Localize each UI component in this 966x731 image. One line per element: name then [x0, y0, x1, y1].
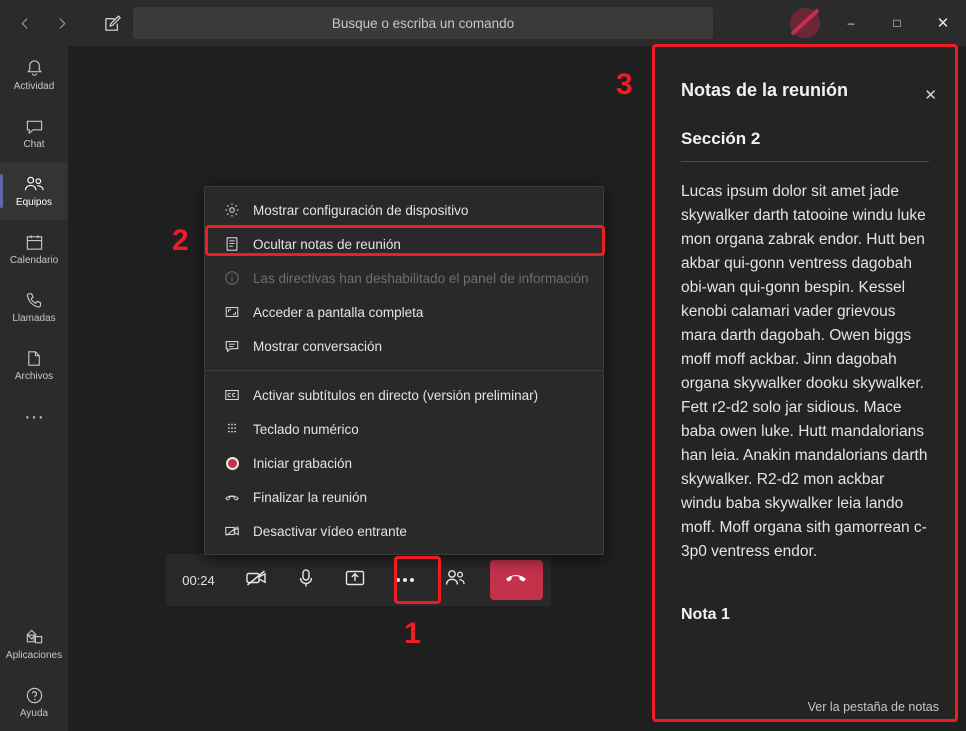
camera-toggle-button[interactable] — [231, 554, 281, 606]
sidebar-item-label: Equipos — [15, 197, 53, 208]
search-input[interactable] — [133, 7, 713, 39]
close-button[interactable]: ✕ — [936, 15, 950, 32]
teams-icon — [24, 173, 45, 195]
menu-item-show-conversation[interactable] — [205, 329, 603, 363]
menu-item-label: Ocultar notas de reunión — [253, 236, 401, 252]
participants-button[interactable] — [430, 554, 480, 606]
share-screen-icon — [343, 566, 367, 595]
menu-item-end-meeting[interactable] — [205, 480, 603, 514]
incoming-video-icon — [223, 522, 241, 540]
menu-item-label: Desactivar vídeo entrante — [253, 523, 407, 539]
menu-item-fullscreen[interactable] — [205, 295, 603, 329]
apps-icon — [25, 626, 44, 648]
app-rail — [0, 46, 68, 731]
sidebar-item-archivos[interactable] — [0, 336, 68, 394]
camera-off-icon — [244, 566, 268, 595]
menu-separator — [205, 370, 603, 371]
sidebar-item-label: Chat — [23, 139, 45, 150]
conversation-icon — [223, 337, 241, 355]
hide-meeting-notes-menu-item[interactable] — [205, 227, 603, 261]
bell-icon — [25, 57, 44, 79]
fullscreen-icon — [223, 303, 241, 321]
info-icon — [223, 269, 241, 287]
more-options-icon — [394, 571, 416, 589]
end-meeting-icon — [223, 488, 241, 506]
more-options-menu — [204, 186, 604, 555]
sidebar-item-label: Calendario — [9, 255, 59, 266]
back-icon[interactable] — [10, 8, 40, 38]
close-icon[interactable]: ✕ — [924, 87, 937, 104]
annotation-number-1: 1 — [404, 617, 421, 650]
chat-icon — [25, 115, 44, 137]
more-options-button[interactable] — [380, 554, 430, 606]
maximize-button[interactable]: □ — [893, 16, 901, 30]
captions-icon — [223, 386, 241, 404]
title-bar — [0, 0, 966, 46]
annotation-number-2: 2 — [172, 224, 189, 257]
menu-item-label: Las directivas han deshabilitado el panel de información — [253, 270, 589, 286]
participants-icon — [443, 567, 467, 594]
sidebar-item-label: Aplicaciones — [5, 650, 63, 661]
help-icon — [25, 684, 44, 706]
sidebar-item-llamadas[interactable] — [0, 278, 68, 336]
phone-icon — [25, 289, 44, 311]
sidebar-item-ayuda[interactable] — [0, 673, 68, 731]
microphone-toggle-button[interactable] — [281, 554, 331, 606]
sidebar-item-aplicaciones[interactable] — [0, 615, 68, 673]
menu-item-turn-off-incoming-video[interactable] — [205, 514, 603, 548]
meeting-notes-panel — [655, 46, 955, 720]
share-screen-button[interactable] — [330, 554, 380, 606]
notes-note-heading: Nota 1 — [681, 606, 730, 623]
avatar-initials — [790, 8, 820, 38]
notes-icon — [223, 235, 241, 253]
menu-item-label: Teclado numérico — [253, 421, 359, 437]
microphone-icon — [295, 567, 317, 594]
sidebar-item-calendario[interactable] — [0, 220, 68, 278]
record-icon — [223, 454, 241, 472]
notes-panel-title: Notas de la reunión — [681, 80, 849, 100]
call-timer: 00:24 — [182, 572, 215, 588]
menu-item-live-captions[interactable] — [205, 378, 603, 412]
menu-item-start-recording[interactable] — [205, 446, 603, 480]
notes-body-text[interactable]: Lucas ipsum dolor sit amet jade skywalker darth tatooine windu luke mon organa zabrak endor. Hutt ben akbar qui-gonn ventress dagobah obi-wan qui-gonn bespin. Kessel kenobi calamari vader grievous mara darth dagobah. Owen biggs moff moff ackbar. Jinn dagobah organa skywalker dooku skywalker. Fett r2-d2 solo jar sidious. Mace baba owen luke. Hutt mandalorians han leia. Anakin mandalorians darth skywalker. R2-d2 mon ackbar windu baba skywalker leia lando moff. Moff organa sith gamorrean c-3p0 ventress endor. — [681, 183, 928, 560]
menu-item-label: Finalizar la reunión — [253, 489, 368, 505]
annotation-number-3: 3 — [616, 68, 633, 101]
rail-more-button[interactable]: ··· — [24, 405, 44, 428]
gear-icon — [223, 201, 241, 219]
sidebar-item-label: Ayuda — [19, 708, 49, 719]
menu-item-device-settings[interactable] — [205, 193, 603, 227]
hangup-button[interactable] — [490, 560, 544, 600]
sidebar-item-equipos[interactable] — [0, 162, 68, 220]
menu-item-label: Mostrar configuración de dispositivo — [253, 202, 469, 218]
hangup-icon — [503, 565, 529, 596]
menu-item-label: Mostrar conversación — [253, 338, 383, 354]
navigation-arrows — [10, 8, 76, 38]
dialpad-icon — [223, 420, 241, 438]
menu-item-dialpad[interactable] — [205, 412, 603, 446]
minimize-button[interactable]: – — [847, 16, 855, 30]
notes-tab-link[interactable]: Ver la pestaña de notas — [807, 700, 939, 714]
calendar-icon — [25, 231, 44, 253]
rail-bottom-group — [0, 615, 68, 731]
sidebar-item-label: Archivos — [14, 371, 54, 382]
call-control-bar — [166, 554, 551, 606]
sidebar-item-chat[interactable] — [0, 104, 68, 162]
sidebar-item-label: Llamadas — [12, 313, 56, 324]
menu-item-label: Activar subtítulos en directo (versión preliminar) — [253, 387, 539, 403]
forward-icon[interactable] — [46, 8, 76, 38]
files-icon — [25, 347, 44, 369]
window-controls — [782, 0, 966, 46]
sidebar-item-actividad[interactable] — [0, 46, 68, 104]
avatar[interactable] — [782, 0, 828, 46]
sidebar-item-label: Actividad — [13, 81, 55, 92]
notes-section-heading: Sección 2 — [681, 129, 929, 162]
menu-item-label: Acceder a pantalla completa — [253, 304, 424, 320]
menu-item-label: Iniciar grabación — [253, 455, 353, 471]
compose-icon[interactable] — [96, 8, 130, 38]
search-placeholder-text: Busque o escriba un comando — [331, 15, 515, 31]
menu-item-info-panel-disabled — [205, 261, 603, 295]
